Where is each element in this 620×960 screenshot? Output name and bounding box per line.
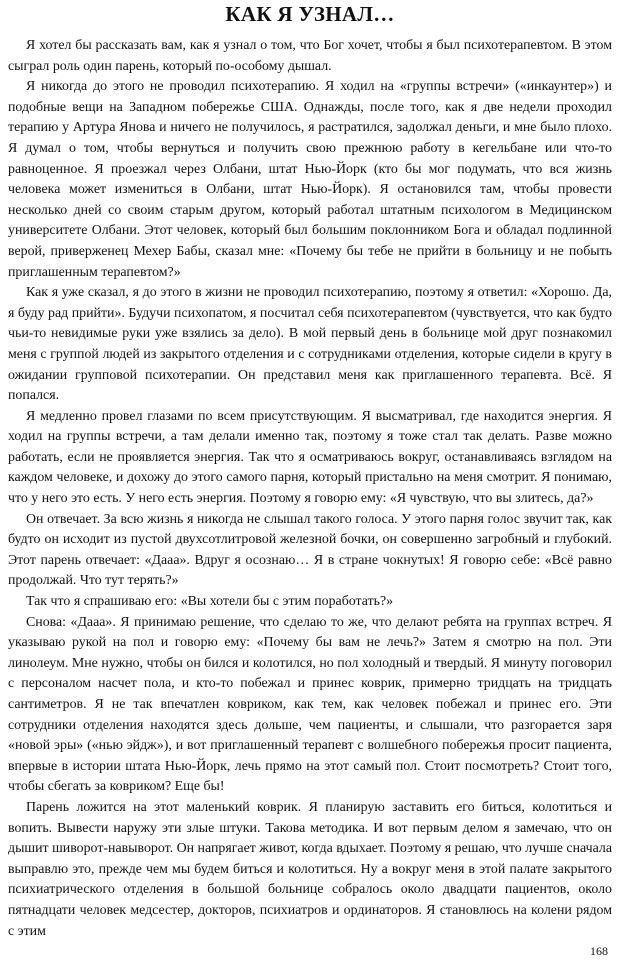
paragraph: Парень ложится на этот маленький коврик. Я планирую заставить его биться, колотиться и вопить. Вывести наружу эти злые штуки. Такова методика. И вот первым делом я замечаю, что он дышит шиворот-навыворот. Он напрягает живот, когда вдыхает. Поэтому я решаю, что лучше сначала выправлю это, прежде чем мы будем биться и колотиться. Ну а вокруг меня в этой палате закрытого психиатрического отделения в большой больнице собралось около двадцати пациентов, около пятнадцати человек медсестер, докторов, психиатров и ординаторов. Я становлюсь на колени рядом с этим xyxy=(8,799,612,939)
body-text xyxy=(8,36,612,942)
paragraph: Снова: «Дааа». Я принимаю решение, что сделаю то же, что делают ребята на группах встреч. Я указываю рукой на пол и говорю ему: «Почему бы вам не лечь?» Затем я смотрю на пол. Эти линолеум. Мне нужно, чтобы он бился и колотился, но пол холодный и твердый. Я минуту поговорил с персоналом насчет пола, и кто-то побежал и принес коврик, примерно тридцать на тридцать сантиметров. Я не так впечатлен ковриком, как тем, как человек побежал и принес его. Эти сотрудники отделения находятся здесь дольше, чем пациенты, и слышали, что разгорается заря «новой эры» («нью эйдж»), и вот приглашенный терапевт с волшебного побережья просит пациента, впервые в истории штата Нью-Йорк, лечь прямо на этот самый пол. Стоит посмотреть? Стоит того, чтобы сбегать за ковриком? Еще бы! xyxy=(8,614,612,795)
paragraph: Я хотел бы рассказать вам, как я узнал о том, что Бог хочет, чтобы я был психотерапевтом. В этом сыграл роль один парень, который по-особому дышал. xyxy=(8,38,612,74)
paragraph: Я никогда до этого не проводил психотерапию. Я ходил на «группы встречи» («инкаунтер») и подобные вещи на Западном побережье США. Однажды, после того, как я две недели проходил терапию у Артура Янова и ничего не получилось, я растратился, задолжал деньги, и мне было плохо. Я думал о том, чтобы вернуться и получить свою прежнюю работу в кегельбане или что-то равноценное. Я проезжал через Олбани, штат Нью-Йорк (кто бы мог подумать, что вся жизнь человека может измениться в Олбани, штат Нью-Йорк). Я остановился там, чтобы провести несколько дней со своим старым другом, который работал штатным психологом в Медицинском университете Олбани. Этот человек, который был большим поклонником Бога и обладал подлинной верой, приверженец Мехер Бабы, сказал мне: «Почему бы тебе не прийти в больницу и не побыть приглашенным терапевтом?» xyxy=(8,79,612,280)
paragraph: Так что я спрашиваю его: «Вы хотели бы с этим поработать?» xyxy=(26,594,394,610)
paragraph: Как я уже сказал, я до этого в жизни не проводил психотерапию, поэтому я ответил: «Хорошо. Да, я буду рад прийти». Будучи психопатом, я посчитал себя психотерапевтом (чувствуется, что как будто чьи-то невидимые руки уже взялись за дело). В мой первый день в больнице мой друг познакомил меня с группой людей из закрытого отделения и с сотрудниками отделения, которые сидели в кругу в ожидании групповой психотерапии. Он представил меня как приглашенного терапевта. Всё. Я попался. xyxy=(8,285,612,404)
page-number: 168 xyxy=(590,944,608,958)
paragraph: Он отвечает. За всю жизнь я никогда не слышал такого голоса. У этого парня голос звучит так, как будто он исходит из пустой двухсотлитровой железной бочки, он совершенно загробный и глубокий. Этот парень отвечает: «Дааа». Вдруг я осознаю… Я в стране чокнутых! Я говорю себе: «Всё равно продолжай. Что тут терять?» xyxy=(8,511,612,589)
chapter-title: КАК Я УЗНАЛ… xyxy=(225,2,395,26)
paragraph: Я медленно провел глазами по всем присутствующим. Я высматривал, где находится энергия. Я ходил на группы встречи, а там делали именно так, поэтому я тоже стал так делать. Разве можно работать, если не проявляется энергия. Так что я осматриваюсь вокруг, останавливаясь взглядом на каждом человеке, и дохожу до этого самого парня, который пристально на меня смотрит. Я понимаю, что у него это есть. У него есть энергия. Поэтому я говорю ему: «Я чувствую, что вы злитесь, да?» xyxy=(8,408,612,507)
